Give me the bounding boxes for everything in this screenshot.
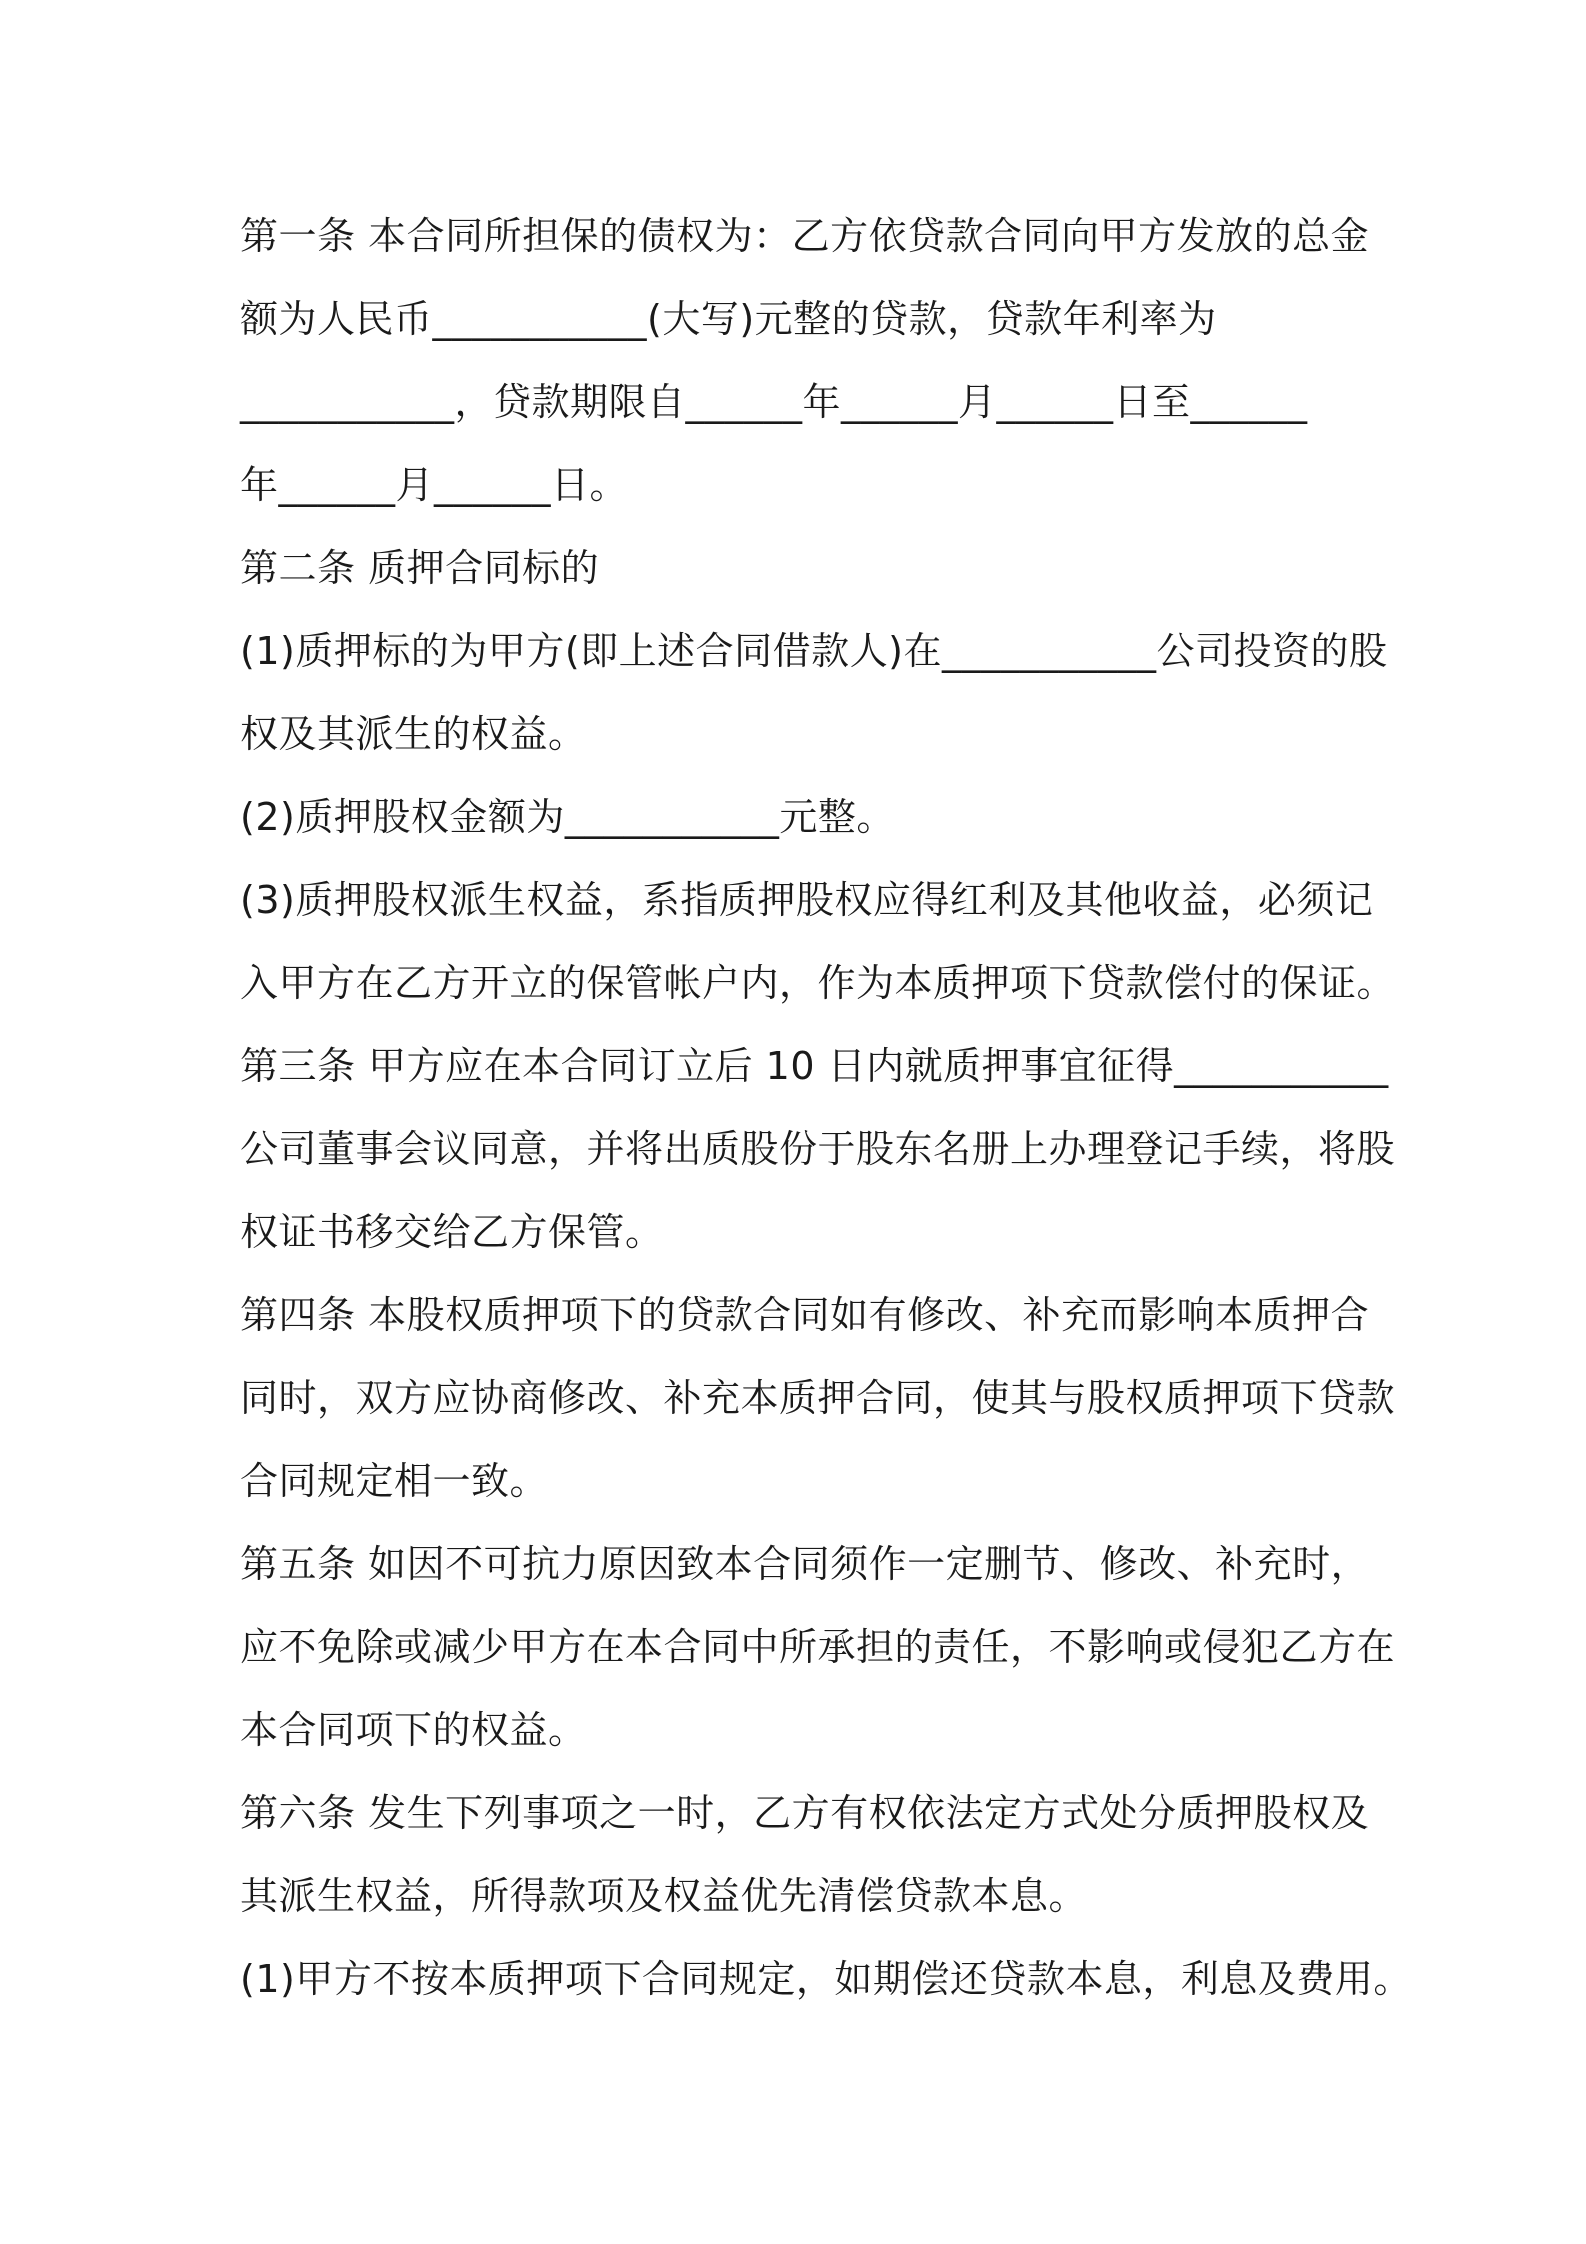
- article-6-line-1: 第六条 发生下列事项之一时，乙方有权依法定方式处分质押股权及: [240, 1791, 1370, 1835]
- contract-text: [240, 195, 1412, 2021]
- article-4-line-2: 同时，双方应协商修改、补充本质押合同，使其与股权质押项下贷款: [240, 1376, 1396, 1420]
- article-6-item-1: (1)甲方不按本质押项下合同规定，如期偿还贷款本息，利息及费用。: [240, 1957, 1412, 2001]
- article-2-item-2: (2)质押股权金额为___________元整。: [240, 795, 895, 839]
- article-1-line-3: ___________，贷款期限自______年______月______日至______: [240, 380, 1308, 424]
- article-2-item-3-line-2: 入甲方在乙方开立的保管帐户内，作为本质押项下贷款偿付的保证。: [240, 961, 1396, 1005]
- article-1-line-1: 第一条 本合同所担保的债权为：乙方依贷款合同向甲方发放的总金: [240, 214, 1370, 258]
- article-4-line-3: 合同规定相一致。: [240, 1459, 549, 1503]
- article-3-line-1: 第三条 甲方应在本合同订立后 10 日内就质押事宜征得___________: [240, 1044, 1389, 1088]
- article-3-line-3: 权证书移交给乙方保管。: [240, 1210, 664, 1254]
- article-5-line-1: 第五条 如因不可抗力原因致本合同须作一定删节、修改、补充时，: [240, 1542, 1370, 1586]
- article-2-item-1-line-1: (1)质押标的为甲方(即上述合同借款人)在___________公司投资的股: [240, 629, 1388, 673]
- article-2-heading: 第二条 质押合同标的: [240, 546, 600, 590]
- article-4-line-1: 第四条 本股权质押项下的贷款合同如有修改、补充而影响本质押合: [240, 1293, 1370, 1337]
- article-5-line-3: 本合同项下的权益。: [240, 1708, 587, 1752]
- article-1-line-4: 年______月______日。: [240, 463, 629, 507]
- article-6-line-2: 其派生权益，所得款项及权益优先清偿贷款本息。: [240, 1874, 1088, 1918]
- article-1-line-2: 额为人民币___________(大写)元整的贷款，贷款年利率为: [240, 297, 1217, 341]
- article-5-line-2: 应不免除或减少甲方在本合同中所承担的责任，不影响或侵犯乙方在: [240, 1625, 1396, 1669]
- article-2-item-1-line-2: 权及其派生的权益。: [240, 712, 587, 756]
- article-2-item-3-line-1: (3)质押股权派生权益，系指质押股权应得红利及其他收益，必须记: [240, 878, 1374, 922]
- article-3-line-2: 公司董事会议同意，并将出质股份于股东名册上办理登记手续，将股: [240, 1127, 1396, 1171]
